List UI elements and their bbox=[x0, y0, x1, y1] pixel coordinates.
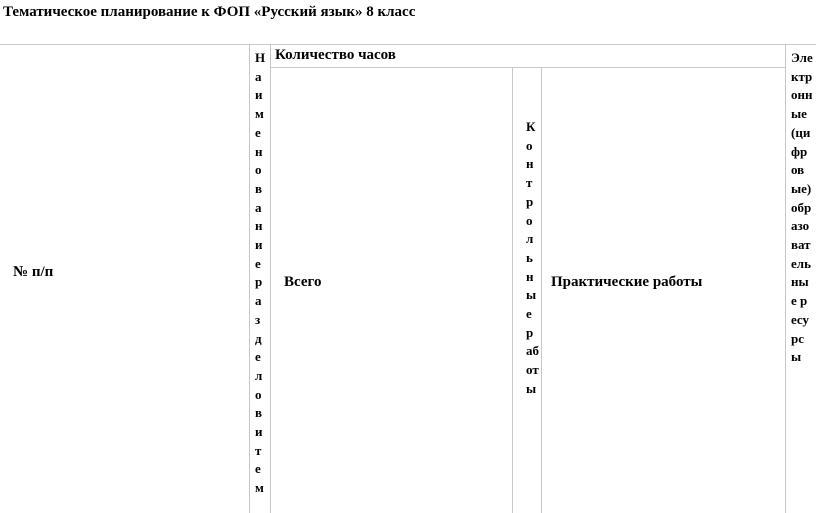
header-practical-works: Практические работы bbox=[551, 274, 703, 290]
header-total: Всего bbox=[284, 274, 322, 290]
column-divider-2 bbox=[270, 44, 271, 513]
header-number: № п/п bbox=[13, 264, 54, 280]
table-top-border bbox=[0, 44, 816, 45]
document-title: Тематическое планирование к ФОП «Русский язык» 8 класс bbox=[3, 4, 416, 20]
header-control-works: Контрольные работы bbox=[526, 119, 539, 396]
header-hours: Количество часов bbox=[275, 47, 396, 63]
column-divider-5 bbox=[785, 44, 786, 513]
column-divider-1 bbox=[249, 44, 250, 513]
column-divider-3 bbox=[512, 67, 513, 513]
hours-header-divider bbox=[270, 67, 785, 68]
header-section-name: Наименование разделов и тем bbox=[255, 50, 266, 496]
column-divider-4 bbox=[541, 67, 542, 513]
header-digital-resources: Электронные (цифровые) образовательные ресурсы bbox=[791, 50, 813, 365]
